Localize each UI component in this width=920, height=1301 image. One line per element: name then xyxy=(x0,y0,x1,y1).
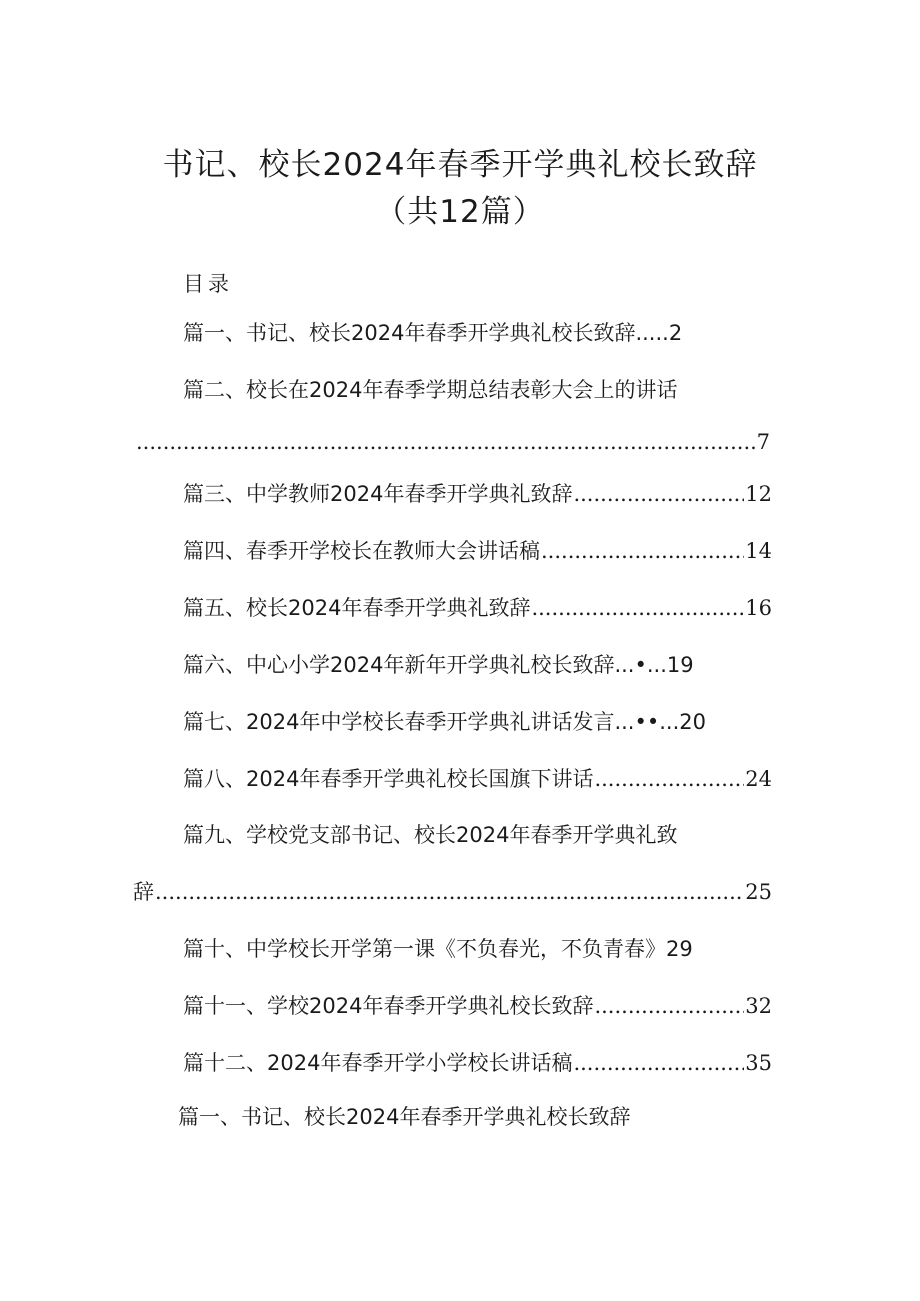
toc-page-number: 32 xyxy=(745,994,772,1018)
toc-entry-text: 篇四、春季开学校长在教师大会讲话稿 xyxy=(183,539,540,563)
toc-entry-text: 篇十二、2024年春季开学小学校长讲话稿 xyxy=(183,1051,573,1075)
toc-entry-11[interactable] xyxy=(183,991,772,1021)
toc-entry-9-continued[interactable] xyxy=(133,877,772,907)
toc-entry-2-page-line[interactable] xyxy=(135,427,770,457)
toc-page-number: 14 xyxy=(745,539,772,563)
toc-entry-text: 篇九、学校党支部书记、校长2024年春季开学典礼致 xyxy=(183,823,678,847)
toc-page-number: 24 xyxy=(745,767,772,791)
toc-leader-dots xyxy=(136,427,756,457)
toc-entry-3[interactable] xyxy=(183,479,772,509)
toc-leader-dots xyxy=(541,536,744,566)
toc-entry-4[interactable] xyxy=(183,536,772,566)
toc-entry-9[interactable] xyxy=(183,820,677,850)
toc-entry-6[interactable] xyxy=(183,650,694,680)
toc-entry-text: 篇六、中心小学2024年新年开学典礼校长致辞...•...19 xyxy=(183,653,694,677)
toc-page-number: 25 xyxy=(745,880,772,904)
toc-leader-dots xyxy=(155,877,744,907)
document-title: 书记、校长2024年春季开学典礼校长致辞 xyxy=(162,147,758,183)
toc-leader-dots xyxy=(531,593,744,623)
toc-page-number: 35 xyxy=(745,1051,772,1075)
toc-entry-text: 篇七、2024年中学校长春季开学典礼讲话发言...••...20 xyxy=(183,710,706,734)
toc-entry-text: 篇十一、学校2024年春季开学典礼校长致辞 xyxy=(183,994,594,1018)
toc-entry-text: 篇十、中学校长开学第一课《不负春光，不负青春》29 xyxy=(183,937,693,961)
toc-entry-text: 篇三、中学教师2024年春季开学典礼致辞 xyxy=(183,482,573,506)
toc-leader-dots xyxy=(594,991,744,1021)
toc-leader-dots xyxy=(573,479,744,509)
toc-entry-12[interactable] xyxy=(183,1048,772,1078)
toc-page-number: 12 xyxy=(745,482,772,506)
toc-entry-2[interactable] xyxy=(183,375,677,405)
toc-entry-10[interactable] xyxy=(183,934,693,964)
toc-leader-dots xyxy=(594,764,744,794)
toc-entry-text: 辞 xyxy=(133,880,154,904)
toc-entry-text: 篇一、书记、校长2024年春季开学典礼校长致辞.....2 xyxy=(183,321,683,345)
toc-page-number: 7 xyxy=(756,430,770,454)
toc-leader-dots xyxy=(573,1048,744,1078)
toc-entry-text: 篇五、校长2024年春季开学典礼致辞 xyxy=(183,596,531,620)
toc-entry-5[interactable] xyxy=(183,593,772,623)
toc-entry-1[interactable] xyxy=(183,318,682,348)
document-subtitle-count: （共12篇） xyxy=(375,194,545,230)
toc-entry-text: 篇二、校长在2024年春季学期总结表彰大会上的讲话 xyxy=(183,378,678,402)
toc-heading: 目录 xyxy=(183,272,233,296)
toc-entry-7[interactable] xyxy=(183,707,706,737)
toc-entry-text: 篇八、2024年春季开学典礼校长国旗下讲话 xyxy=(183,767,594,791)
toc-page-number: 16 xyxy=(745,596,772,620)
section-heading: 篇一、书记、校长2024年春季开学典礼校长致辞 xyxy=(178,1105,631,1129)
toc-entry-8[interactable] xyxy=(183,764,772,794)
